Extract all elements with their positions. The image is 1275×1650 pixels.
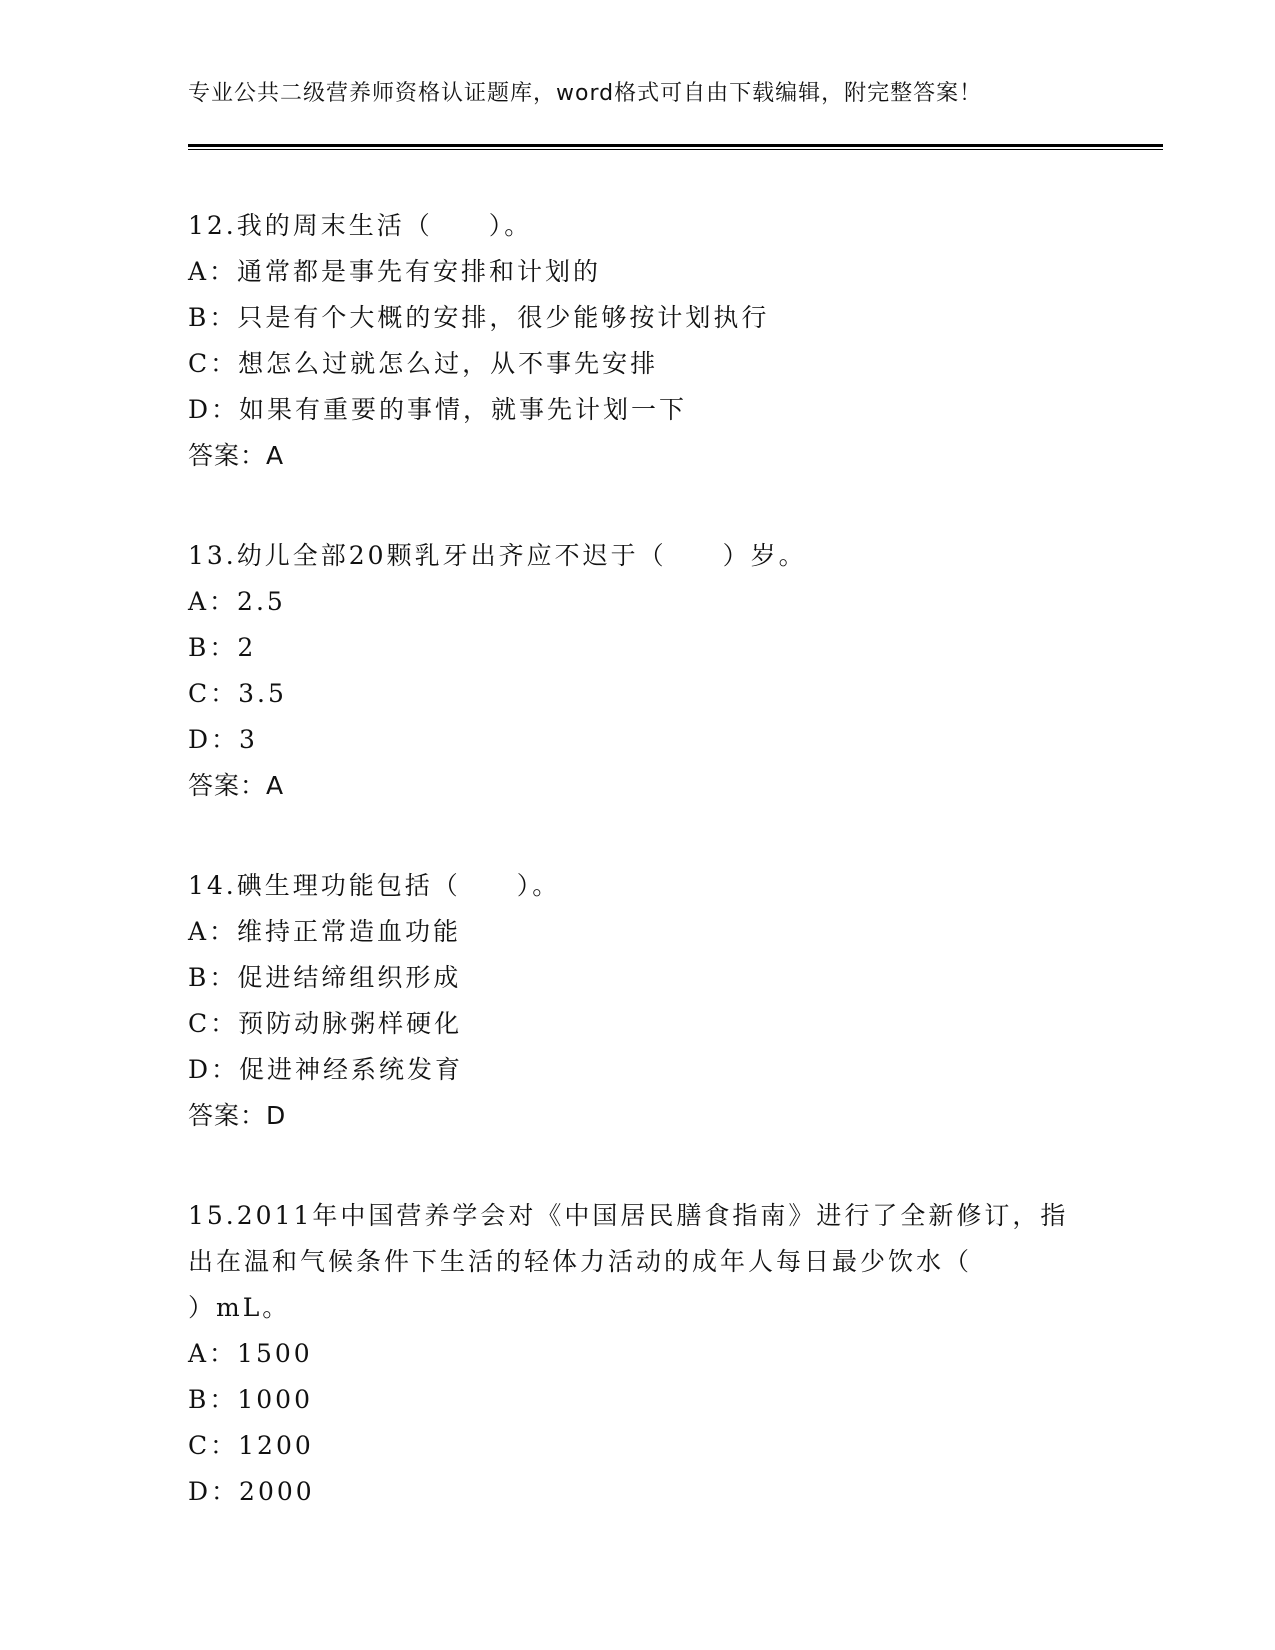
- answer-value: D: [266, 1101, 287, 1130]
- option-d: D：促进神经系统发育: [188, 1055, 464, 1084]
- option-c: C：预防动脉粥样硬化: [188, 1009, 463, 1038]
- answer-value: A: [266, 771, 285, 800]
- question-15: [188, 1193, 1088, 1515]
- answer-label: 答案：: [188, 771, 267, 800]
- question-stem-line: 出在温和气候条件下生活的轻体力活动的成年人每日最少饮水（: [188, 1247, 973, 1276]
- option-a: A：维持正常造血功能: [188, 917, 462, 946]
- question-13: [188, 533, 1088, 809]
- question-stem-line: 15.2011年中国营养学会对《中国居民膳食指南》进行了全新修订，指: [188, 1201, 1069, 1230]
- option-a: A：通常都是事先有安排和计划的: [188, 257, 602, 286]
- question-list: [188, 203, 1088, 1569]
- page-header: 专业公共二级营养师资格认证题库，word格式可自由下载编辑，附完整答案！: [188, 81, 983, 106]
- question-stem: 14.碘生理功能包括（ ）。: [188, 871, 561, 900]
- option-b: B：促进结缔组织形成: [188, 963, 462, 992]
- question-12: [188, 203, 1088, 479]
- question-stem: 12.我的周末生活（ ）。: [188, 211, 533, 240]
- header-divider: [188, 144, 1163, 151]
- option-d: D：3: [188, 725, 258, 754]
- answer-label: 答案：: [188, 441, 267, 470]
- question-14: [188, 863, 1088, 1139]
- option-c: C：1200: [188, 1431, 314, 1460]
- option-a: A：1500: [188, 1339, 313, 1368]
- answer-label: 答案：: [188, 1101, 267, 1130]
- answer-line: [188, 1093, 1088, 1139]
- header-divider-thick: [188, 144, 1163, 147]
- option-a: A：2.5: [188, 587, 286, 616]
- answer-line: [188, 763, 1088, 809]
- option-b: B：只是有个大概的安排，很少能够按计划执行: [188, 303, 770, 332]
- option-d: D：2000: [188, 1477, 315, 1506]
- option-d: D：如果有重要的事情，就事先计划一下: [188, 395, 688, 424]
- question-stem-line: ）mL。: [188, 1293, 291, 1322]
- option-b: B：2: [188, 633, 257, 662]
- option-c: C：想怎么过就怎么过，从不事先安排: [188, 349, 659, 378]
- question-stem: 13.幼儿全部20颗乳牙出齐应不迟于（ ）岁。: [188, 541, 807, 570]
- answer-value: A: [266, 441, 285, 470]
- header-divider-thin: [188, 149, 1163, 150]
- answer-line: [188, 433, 1088, 479]
- option-c: C：3.5: [188, 679, 287, 708]
- option-b: B：1000: [188, 1385, 313, 1414]
